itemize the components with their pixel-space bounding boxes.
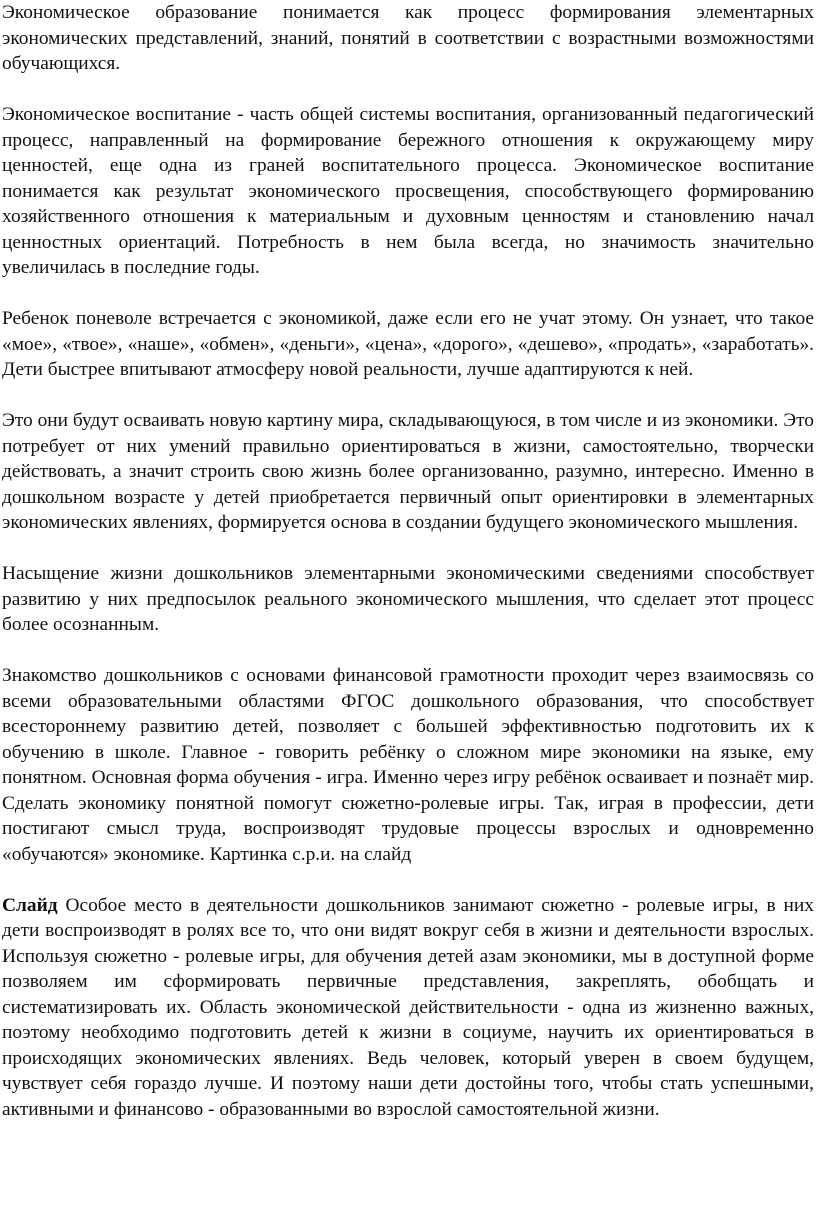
paragraph-text: Особое место в деятельности дошкольников занимают сюжетно - ролевые игры, в них дети воспроизводят в ролях все то, что они видят вокруг себя в жизни и деятельности взрослых. Используя сюжетно - ролевые игры, для обучения детей азам экономики, мы в доступной форме позволяем им сформировать первичные представления, закреплять, обобщать и систематизировать их. Область экономической действительности - одна из жизненно важных, поэтому необходимо подготовить детей к жизни в социуме, научить их ориентироваться в происходящих экономических явлениях. Ведь человек, который уверен в своем будущем, чувствует себя гораздо лучше. И поэтому наши дети достойны того, чтобы стать успешными, активными и финансово - образованными во взрослой самостоятельной жизни. [2,894,814,1120]
paragraph-text: Насыщение жизни дошкольников элементарными экономическими сведениями способствует развитию у них предпосылок реального экономического мышления, что сделает этот процесс более осознанным. [2,563,814,635]
slide-lead-label: Слайд [2,894,58,916]
paragraph-economic-upbringing [2,102,814,281]
paragraph-slide-role-play [2,893,814,1123]
paragraph-saturation-of-life [2,561,814,638]
paragraph-text: Это они будут осваивать новую картину мира, складывающуюся, в том числе и из экономики. Это потребует от них умений правильно ориентироваться в жизни, самостоятельно, творчески действовать, а значит строить свою жизнь более организованно, разумно, интересно. Именно в дошкольном возрасте у детей приобретается первичный опыт ориентировки в элементарных экономических явлениях, формируется основа в создании будущего экономического мышления. [2,410,814,533]
paragraph-new-picture-of-world [2,408,814,536]
paragraph-economic-education [2,0,814,77]
paragraph-text: Знакомство дошкольников с основами финансовой грамотности проходит через взаимосвязь со всеми образовательными областями ФГОС дошкольного образования, что способствует всестороннему развитию детей, позволяет с большей эффективностью подготовить их к обучению в школе. Главное - говорить ребёнку о сложном мире экономики на языке, ему понятном. Основная форма обучения - игра. Именно через игру ребёнок осваивает и познаёт мир. Сделать экономику понятной помогут сюжетно-ролевые игры. Так, играя в профессии, дети постигают смысл труда, воспроизводят трудовые процессы взрослых и одновременно «обучаются» экономике. Картинка с.р.и. на слайд [2,665,814,865]
paragraph-text: Экономическое воспитание - часть общей системы воспитания, организованный педагогический процесс, направленный на формирование бережного отношения к окружающему миру ценностей, еще одна из граней воспитательного процесса. Экономическое воспитание понимается как результат экономического просвещения, способствующего формированию хозяйственного отношения к материальным и духовным ценностям и становлению начал ценностных ориентаций. Потребность в нем была всегда, но значимость значительно увеличилась в последние годы. [2,104,814,278]
paragraph-text: Экономическое образование понимается как процесс формирования элементарных экономических представлений, знаний, понятий в соответствии с возрастными возможностями обучающихся. [2,2,814,74]
paragraph-text: Ребенок поневоле встречается с экономикой, даже если его не учат этому. Он узнает, что такое «мое», «твое», «наше», «обмен», «деньги», «цена», «дорого», «дешево», «продать», «заработать». Дети быстрее впитывают атмосферу новой реальности, лучше адаптируются к ней. [2,308,814,380]
paragraph-financial-literacy [2,663,814,867]
paragraph-child-meets-economy [2,306,814,383]
